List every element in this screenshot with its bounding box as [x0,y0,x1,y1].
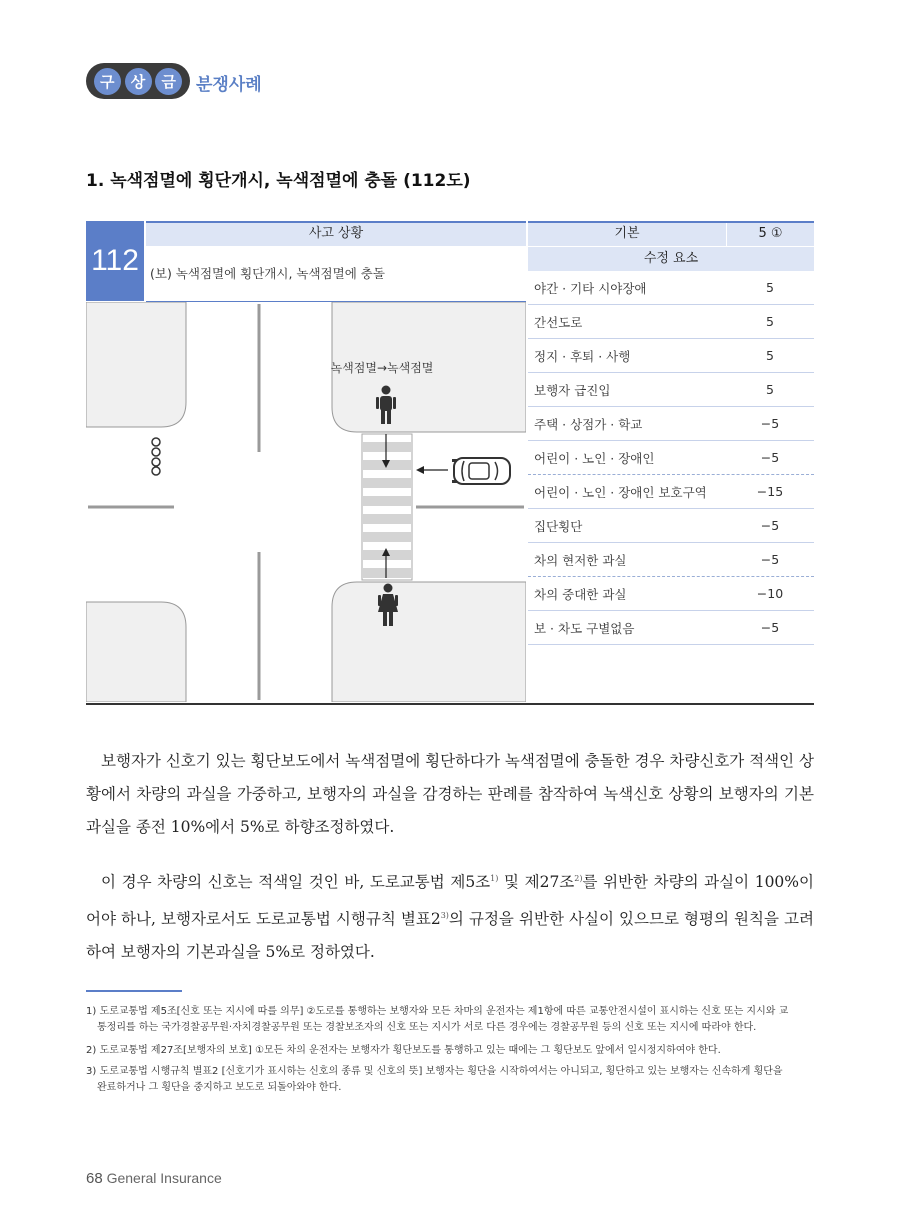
basic-value: 5 ① [726,223,814,246]
sidewalk-top-left [86,302,186,427]
situation-header: 사고 상황 [146,221,526,246]
footnote-1-line-1: 1) 도로교통법 제5조[신호 또는 지시에 따를 의무] ②도로를 통행하는 보행자와 모든 차마의 운전자는 제1항에 따른 교통안전시설이 표시하는 신호 또는 지시와 교 [86,1006,789,1017]
modifier-value: −5 [760,416,780,431]
situation-description: (보) 녹색점멸에 횡단개시, 녹색점멸에 충돌 [150,266,385,281]
arrow-left-icon [416,466,448,474]
footnote-3-line-1: 3) 도로교통법 시행규칙 별표2 [신호기가 표시하는 신호의 종류 및 신호의 뜻] 보행자는 횡단을 시작하여서는 아니되고, 횡단하고 있는 보행자는 신속하게 횡단을 [86,1066,783,1077]
modifier-label: 차의 현저한 과실 [534,552,627,568]
table-bottom-rule [86,703,814,705]
para2-text-c: 를 위반한 차량의 과실이 100%이어야 하나, 보행자로서도 도로교통법 시행규칙 별표2 [86,873,814,929]
modifier-value: 5 [766,382,774,397]
body-paragraph-2 [86,862,814,969]
modifier-value: 5 [766,348,774,363]
table-row [528,576,814,610]
case-title: 1. 녹색점멸에 횡단개시, 녹색점멸에 충돌 (112도) [86,171,471,191]
table-row [528,440,814,474]
modifier-label: 정지 · 후퇴 · 사행 [534,348,631,364]
para2-text-b: 및 제27조 [498,873,575,892]
modifier-label: 어린이 · 노인 · 장애인 [534,450,655,466]
footnote-1-line-2: 통정리를 하는 국가경찰공무원·자치경찰공무원 또는 경찰보조자의 신호 또는 지시가 서로 다른 경우에는 경찰공무원 등의 신호 또는 지시에 따라야 한다. [97,1022,757,1033]
modifier-label: 야간 · 기타 시야장애 [534,280,647,296]
table-row [528,271,814,304]
footnote-ref-2: 2) [574,874,583,883]
footnote-ref-1: 1) [490,874,499,883]
modifier-value: 5 [766,314,774,329]
table-row [528,338,814,372]
table-basic-row [528,221,814,246]
section-label: 분쟁사례 [196,75,262,95]
modifier-label: 차의 중대한 과실 [534,586,627,602]
modifier-value: −5 [760,518,780,533]
table-row [528,474,814,508]
modifier-value: −10 [756,586,784,601]
page-number: 68 [86,1170,103,1187]
fault-ratio-table [528,221,814,645]
modifier-label: 어린이 · 노인 · 장애인 보호구역 [534,484,707,500]
modifier-value: −5 [760,620,780,635]
footnote-2: 2) 도로교통법 제27조[보행자의 보호] ①모든 차의 운전자는 보행자가 횡단보도를 통행하고 있는 때에는 그 횡단보도 앞에서 일시정지하여야 한다. [86,1045,721,1056]
modifier-value: −5 [760,552,780,567]
traffic-light-icon [152,438,160,475]
badge-char-1: 구 [94,68,121,95]
footnote-3-line-2: 완료하거나 그 횡단을 중지하고 보도로 되돌아와야 한다. [97,1082,342,1093]
modifier-value: −15 [756,484,784,499]
table-row [528,542,814,576]
diagram-signal-label: 녹색점멸→녹색점멸 [330,361,434,375]
footnote-ref-3: 3) [440,911,449,921]
footnote-divider [86,990,182,992]
modifier-label: 집단횡단 [534,518,583,534]
crosswalk [362,434,412,580]
modifier-label: 간선도로 [534,314,583,330]
car-icon [452,458,510,484]
body-paragraph-1: 보행자가 신호기 있는 횡단보도에서 녹색점멸에 횡단하다가 녹색점멸에 충돌한 경우 차량신호가 적색인 상황에서 차량의 과실을 가중하고, 보행자의 과실을 감경하는 판례를 참작하여 녹색신호 상황의 보행자의 기본과실을 종전 10%에서 5%로 하향조정하였다. [86,752,815,836]
modifier-header: 수정 요소 [528,246,814,271]
publication-name: General Insurance [106,1170,222,1186]
footnote-1 [86,1004,814,1036]
table-row [528,508,814,542]
modifier-label: 보 · 차도 구별없음 [534,620,635,636]
badge-char-2: 상 [125,68,152,95]
sidewalk-bottom-right [332,582,526,702]
page-footer [86,1170,222,1187]
accident-diagram [86,302,526,702]
para2-text-d: 의 규정을 위반한 사실이 있으므로 형평의 원칙을 고려하여 보행자의 기본과실을 5%로 정하였다. [86,910,814,962]
table-row [528,372,814,406]
table-row [528,304,814,338]
badge-char-3: 금 [155,68,182,95]
table-row [528,610,814,645]
footnote-3 [86,1064,814,1096]
section-badge [86,63,190,99]
table-row [528,406,814,440]
modifier-value: 5 [766,280,774,295]
basic-label: 기본 [614,226,640,241]
para2-text-a: 이 경우 차량의 신호는 적색일 것인 바, 도로교통법 제5조 [101,873,491,892]
modifier-label: 주택 · 상점가 · 학교 [534,416,643,432]
sidewalk-bottom-left [86,602,186,702]
case-number-box: 112 [86,221,144,301]
modifier-value: −5 [760,450,780,465]
modifier-label: 보행자 급진입 [534,382,611,398]
